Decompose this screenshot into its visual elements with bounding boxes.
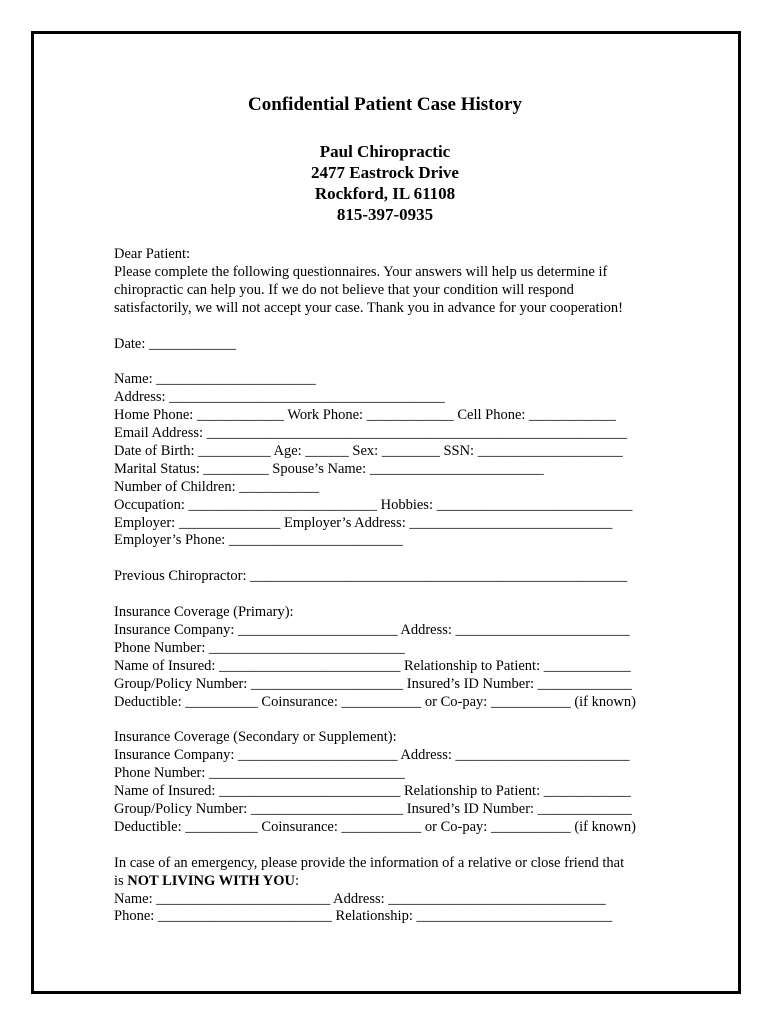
previous-chiropractor-field[interactable]: Previous Chiropractor: ____________________________________________________ xyxy=(114,568,628,585)
employer-phone-field[interactable]: Employer’s Phone: ________________________ xyxy=(114,532,403,549)
deductible-field[interactable]: Deductible: __________ Coinsurance: ___________ or Co-pay: ___________ (if known) xyxy=(114,818,636,835)
occupation-hobbies-fields[interactable]: Occupation: __________________________ Hobbies: ___________________________ xyxy=(114,496,633,513)
clinic-header xyxy=(0,141,770,225)
insured-name-field[interactable]: Name of Insured: _________________________ Relationship to Patient: ____________ xyxy=(114,783,631,800)
intro-line: Please complete the following questionnaires. Your answers will help us determine if xyxy=(114,263,608,280)
clinic-city: Rockford, IL 61108 xyxy=(314,184,456,203)
insured-name-field[interactable]: Name of Insured: _________________________ Relationship to Patient: ____________ xyxy=(114,657,631,674)
insurance-company-field[interactable]: Insurance Company: ______________________ Address: ________________________ xyxy=(114,621,630,638)
phone-fields[interactable]: Home Phone: ____________ Work Phone: ____________ Cell Phone: ____________ xyxy=(114,407,617,424)
emergency-name-field[interactable]: Name: ________________________ Address: ______________________________ xyxy=(114,890,606,907)
clinic-name: Paul Chiropractic xyxy=(319,142,451,161)
emergency-phone-field[interactable]: Phone: ________________________ Relationship: ___________________________ xyxy=(114,908,613,925)
insurance-primary-heading: Insurance Coverage (Primary): xyxy=(114,604,294,621)
salutation: Dear Patient: xyxy=(114,246,191,262)
children-field[interactable]: Number of Children: ___________ xyxy=(114,478,319,495)
policy-number-field[interactable]: Group/Policy Number: _____________________ Insured’s ID Number: _____________ xyxy=(114,801,632,818)
insurance-phone-field[interactable]: Phone Number: ___________________________ xyxy=(114,765,405,782)
clinic-street: 2477 Eastrock Drive xyxy=(311,163,459,182)
not-living-with-you-emphasis: NOT LIVING WITH YOU xyxy=(127,872,296,889)
intro-line: satisfactorily, we will not accept your case. Thank you in advance for your cooperation! xyxy=(114,299,623,316)
insurance-phone-field[interactable]: Phone Number: ___________________________ xyxy=(114,639,405,656)
emergency-intro-2: is NOT LIVING WITH YOU: xyxy=(114,872,300,889)
employer-fields[interactable]: Employer: ______________ Employer’s Address: ____________________________ xyxy=(114,514,613,531)
insurance-company-field[interactable]: Insurance Company: ______________________ Address: ________________________ xyxy=(114,747,630,764)
marital-spouse-fields[interactable]: Marital Status: _________ Spouse’s Name: ________________________ xyxy=(114,460,544,477)
clinic-phone: 815-397-0935 xyxy=(336,205,434,224)
email-field[interactable]: Email Address: __________________________________________________________ xyxy=(114,425,628,442)
deductible-field[interactable]: Deductible: __________ Coinsurance: ___________ or Co-pay: ___________ (if known) xyxy=(114,693,636,710)
intro-line: chiropractic can help you. If we do not believe that your condition will respond xyxy=(114,281,574,298)
insurance-secondary-heading: Insurance Coverage (Secondary or Supplement): xyxy=(114,729,397,746)
patient-address-field[interactable]: Address: ______________________________________ xyxy=(114,389,445,406)
policy-number-field[interactable]: Group/Policy Number: _____________________ Insured’s ID Number: _____________ xyxy=(114,675,632,692)
form-body xyxy=(114,246,674,926)
emergency-intro: In case of an emergency, please provide the information of a relative or close friend that xyxy=(114,854,625,871)
form-title: Confidential Patient Case History xyxy=(248,94,522,115)
date-field[interactable]: Date: ____________ xyxy=(114,335,237,352)
dob-age-sex-ssn-fields[interactable]: Date of Birth: __________ Age: ______ Sex: ________ SSN: ____________________ xyxy=(114,442,623,459)
patient-name-field[interactable]: Name: ______________________ xyxy=(114,371,316,388)
